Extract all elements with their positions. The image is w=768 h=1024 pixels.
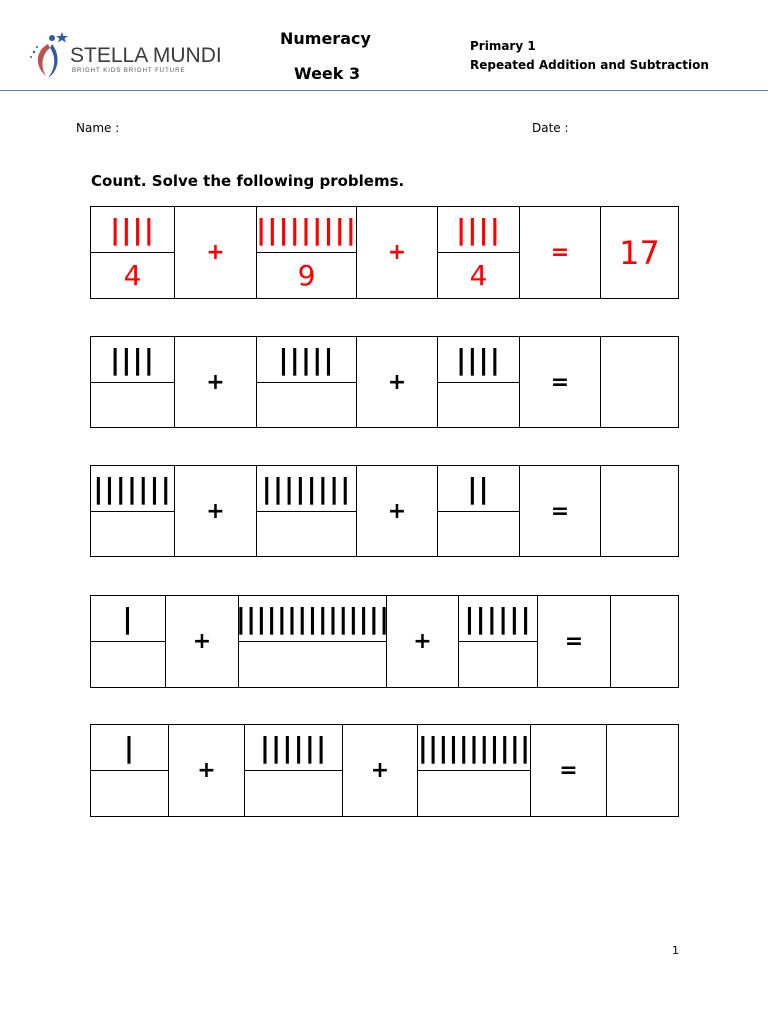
tally-marks: |||| <box>438 337 519 383</box>
count-field[interactable] <box>257 512 356 557</box>
count-field[interactable] <box>239 642 386 687</box>
star-figure-icon <box>26 30 70 82</box>
plus-sign: + <box>174 466 256 556</box>
logo-name: STELLA MUNDI <box>70 44 222 67</box>
tally-marks: ||||||| <box>91 466 174 512</box>
equals-sign: = <box>519 337 600 427</box>
term-box <box>437 207 519 298</box>
date-label: Date : <box>532 121 569 135</box>
plus-sign: + <box>386 596 458 687</box>
term-box <box>235 596 390 687</box>
tally-marks: || <box>438 466 519 512</box>
plus-sign: + <box>342 725 417 816</box>
count-field[interactable] <box>459 642 537 687</box>
count-field: 4 <box>123 259 142 292</box>
plus-sign: + <box>356 207 437 298</box>
tally-marks: | <box>91 596 165 642</box>
count-field[interactable] <box>91 383 174 428</box>
topic-label: Repeated Addition and Subtraction <box>470 58 709 72</box>
term-box <box>91 596 165 687</box>
tally-marks: |||| <box>438 207 519 253</box>
week-label: Week 3 <box>294 64 361 83</box>
count-field[interactable] <box>91 771 168 816</box>
page-number: 1 <box>672 944 679 957</box>
tally-marks: |||| <box>91 337 174 383</box>
answer-field: 17 <box>600 207 678 298</box>
term-box <box>458 596 537 687</box>
plus-sign: + <box>356 466 437 556</box>
answer-field[interactable] <box>600 466 678 556</box>
plus-sign: + <box>168 725 244 816</box>
instruction-text: Count. Solve the following problems. <box>91 172 405 190</box>
plus-sign: + <box>174 337 256 427</box>
count-field[interactable] <box>257 383 356 428</box>
header-divider <box>0 90 768 91</box>
answer-field[interactable] <box>610 596 678 687</box>
subject-title: Numeracy <box>280 29 371 48</box>
term-box <box>437 337 519 427</box>
tally-marks: ||||||||||| <box>418 725 530 771</box>
term-box <box>256 337 356 427</box>
count-field: 9 <box>297 259 316 292</box>
tally-marks: ||||| <box>257 337 356 383</box>
term-box <box>256 207 356 298</box>
count-field[interactable] <box>438 512 519 557</box>
tally-marks: |||||||| <box>257 466 356 512</box>
term-box <box>256 466 356 556</box>
equals-sign: = <box>519 466 600 556</box>
name-label: Name : <box>76 121 120 135</box>
count-field[interactable] <box>438 383 519 428</box>
answer-field[interactable] <box>600 337 678 427</box>
tally-marks: |||||| <box>245 725 342 771</box>
answer-field[interactable] <box>606 725 678 816</box>
tally-marks: |||||| <box>459 596 537 642</box>
term-box <box>417 725 530 816</box>
problem-row-1 <box>90 206 679 299</box>
school-logo <box>26 30 222 82</box>
problem-row-4 <box>90 595 679 688</box>
tally-marks: ||||||||| <box>257 207 356 253</box>
tally-marks: ||||||||||||||| <box>239 596 386 642</box>
problem-row-5 <box>90 724 679 817</box>
term-box <box>91 466 174 556</box>
tally-marks: |||| <box>91 207 174 253</box>
term-box <box>91 725 168 816</box>
term-box <box>437 466 519 556</box>
count-field[interactable] <box>91 512 174 557</box>
problem-row-2 <box>90 336 679 428</box>
count-field[interactable] <box>91 642 165 687</box>
term-box <box>91 337 174 427</box>
problem-row-3 <box>90 465 679 557</box>
count-field[interactable] <box>418 771 530 816</box>
plus-sign: + <box>356 337 437 427</box>
logo-tagline: BRIGHT KIDS BRIGHT FUTURE <box>72 68 186 74</box>
plus-sign: + <box>174 207 256 298</box>
equals-sign: = <box>530 725 606 816</box>
equals-sign: = <box>537 596 610 687</box>
level-label: Primary 1 <box>470 39 536 53</box>
count-field: 4 <box>469 259 488 292</box>
plus-sign: + <box>165 596 238 687</box>
equals-sign: = <box>519 207 600 298</box>
term-box <box>91 207 174 298</box>
count-field[interactable] <box>245 771 342 816</box>
term-box <box>244 725 342 816</box>
tally-marks: | <box>91 725 168 771</box>
